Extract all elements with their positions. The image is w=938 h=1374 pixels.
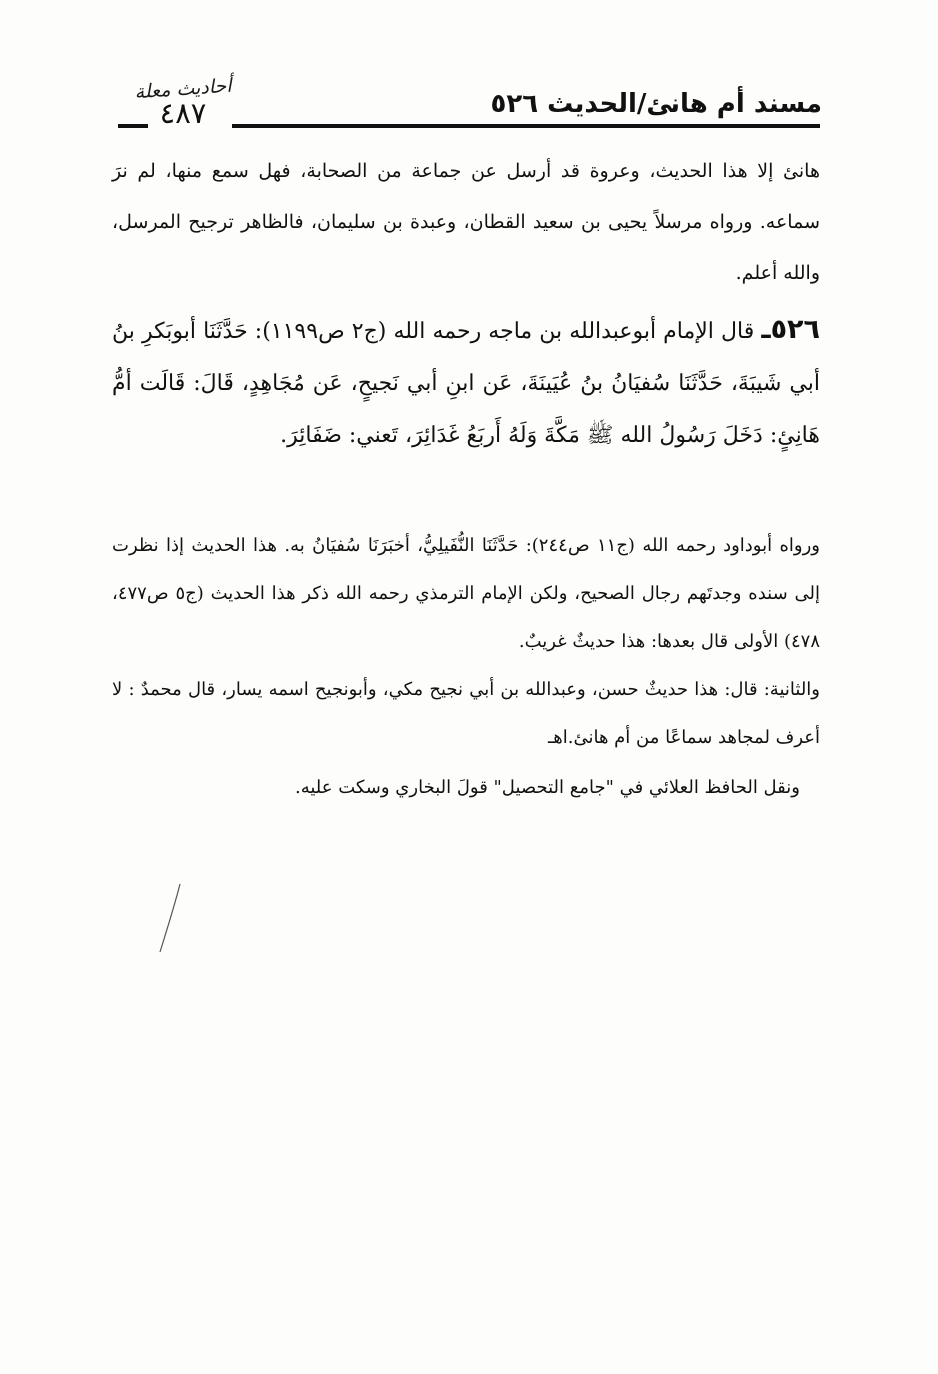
header-rule [232, 124, 820, 128]
handwritten-stamp: أحاديث معلة [133, 74, 233, 104]
paragraph-continuation: هانئ إلا هذا الحديث، وعروة قد أرسل عن جماعة من الصحابة، فهل سمع منها، لم نرَ سماعه. ورواه مرسلاً يحيى بن سعيد القطان، وعبدة بن سليمان، فالظاهر ترجيح المرسل، والله أعلم. [112, 160, 820, 284]
hadith-number: ٥٢٦ـ [761, 314, 821, 345]
hadith-text: قال الإمام أبوعبدالله بن ماجه رحمه الله (ج٢ ص١١٩٩): حَدَّثَنَا أبوبَكرِ بنُ أبي شَيبَةَ، حَدَّثَنَا سُفيَانُ بنُ عُيَينَةَ، عَن ابنِ أبي نَجيحٍ، عَن مُجَاهِدٍ، قَالَ: قَالَت أمُّ هَانِئٍ: دَخَلَ رَسُولُ الله ﷺ مَكَّةَ وَلَهُ أَربَعُ غَدَائِرَ، تَعني: ضَفَائِرَ. [112, 319, 820, 448]
hadith-526 [112, 304, 820, 462]
page-number-underline [118, 124, 148, 128]
running-head: مسند أم هانئ/الحديث ٥٢٦ [490, 89, 822, 119]
paragraph-alai: ونقل الحافظ العلائي في "جامع التحصيل" قولَ البخاري وسكت عليه. [294, 777, 800, 798]
page-number: ٤٨٧ [159, 96, 207, 130]
paragraph-abudawud: ورواه أبوداود رحمه الله (ج١١ ص٢٤٤): حَدَّثَنَا النُّفَيلِيُّ، أخبَرَنَا سُفيَانُ به. هذا الحديث إذا نظرت إلى سنده وجدتَهم رجال الصحيح، ولكن الإمام الترمذي رحمه الله ذكر هذا الحديث (ج٥ ص٤٧٧، ٤٧٨) الأولى قال بعدها: هذا حديثٌ غريبٌ. [112, 535, 821, 652]
paragraph-tirmidhi-second: والثانية: قال: هذا حديثٌ حسن، وعبدالله بن أبي نجيح مكي، وأبونجيح اسمه يسار، قال محمدٌ : لا أعرف لمجاهد سماعًا من أم هانئ.اهـ [112, 679, 820, 748]
pen-stroke-mark [150, 880, 190, 960]
